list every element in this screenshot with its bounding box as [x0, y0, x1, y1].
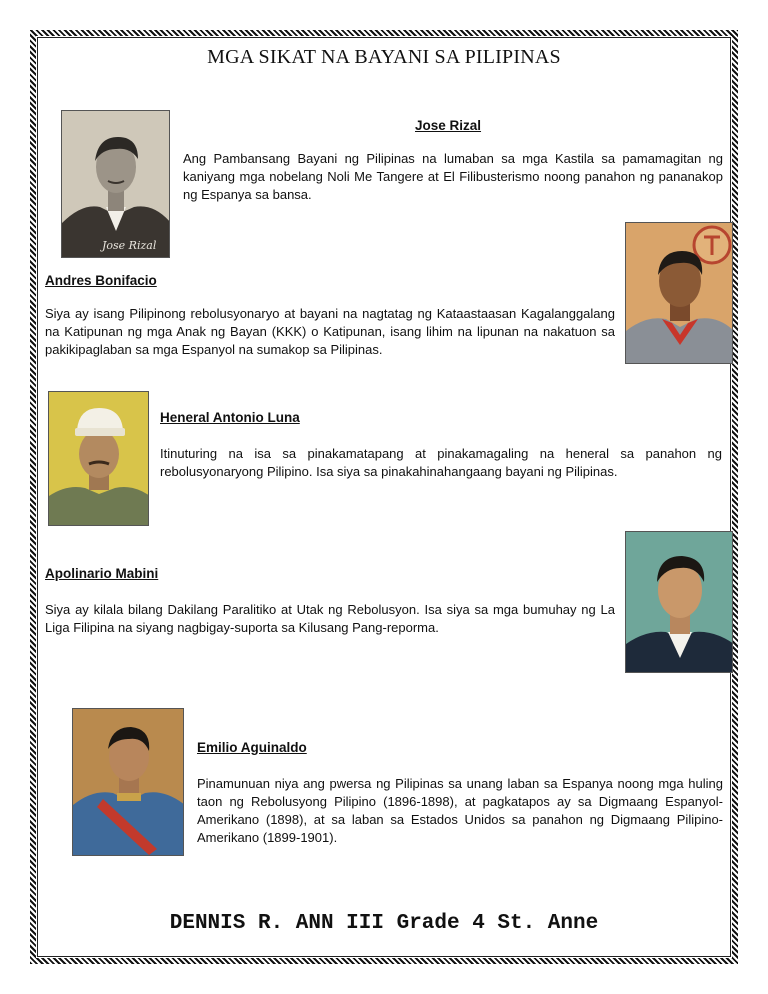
antonio-luna-portrait	[48, 391, 149, 526]
page-title: MGA SIKAT NA BAYANI SA PILIPINAS	[207, 46, 561, 68]
rizal-signature: Jose Rizal	[102, 239, 157, 252]
apolinario-mabini-portrait	[625, 531, 733, 673]
andres-bonifacio-portrait	[625, 222, 733, 364]
emilio-aguinaldo-portrait	[72, 708, 184, 856]
hero-desc-jose-rizal: Ang Pambansang Bayani ng Pilipinas na lumaban sa mga Kastila sa pamamagitan ng kaniyang mga nobelang Noli Me Tangere at El Filibusterismo noong panahon ng pananakop ng Espanya sa bansa.	[183, 151, 723, 202]
hero-name-andres-bonifacio: Andres Bonifacio	[45, 273, 157, 288]
hero-desc-emilio-aguinaldo: Pinamunuan niya ang pwersa ng Pilipinas sa unang laban sa Espanya noong mga huling taon ng Rebolusyong Pilipino (1896-1898), at pagkatapos ay sa Digmaang Espanyol-Amerikano (1898), at sa laban sa Estados Unidos sa panahon ng Digmaang Pilipino-Amerikano (1899-1901).	[197, 776, 723, 845]
hero-name-apolinario-mabini: Apolinario Mabini	[45, 566, 159, 581]
hero-name-jose-rizal: Jose Rizal	[415, 118, 482, 133]
jose-rizal-portrait	[61, 110, 170, 258]
author-footer: DENNIS R. ANN III Grade 4 St. Anne	[169, 912, 599, 935]
hero-desc-apolinario-mabini: Siya ay kilala bilang Dakilang Paralitiko at Utak ng Rebolusyon. Isa siya sa mga bumuhay ng La Liga Filipina na siyang nagbigay-suporta sa Kilusang Pang-reporma.	[45, 602, 615, 635]
hero-name-antonio-luna: Heneral Antonio Luna	[160, 410, 300, 425]
hero-desc-antonio-luna: Itinuturing na isa sa pinakamatapang at pinakamagaling na heneral sa panahon ng rebolusyonaryong Pilipino. Isa siya sa pinakahinahangaang bayani ng Pilipinas.	[160, 446, 722, 479]
hero-name-emilio-aguinaldo: Emilio Aguinaldo	[197, 740, 307, 755]
hero-desc-andres-bonifacio: Siya ay isang Pilipinong rebolusyonaryo at bayani na nagtatag ng Kataastaasan Kagalanggalang na Katipunan ng mga Anak ng Bayan (KKK) o Katipunan, isang lihim na lipunan na nakatuon sa pakikipaglaban sa mga Espanyol na sumakop sa Pilipinas.	[45, 306, 615, 357]
